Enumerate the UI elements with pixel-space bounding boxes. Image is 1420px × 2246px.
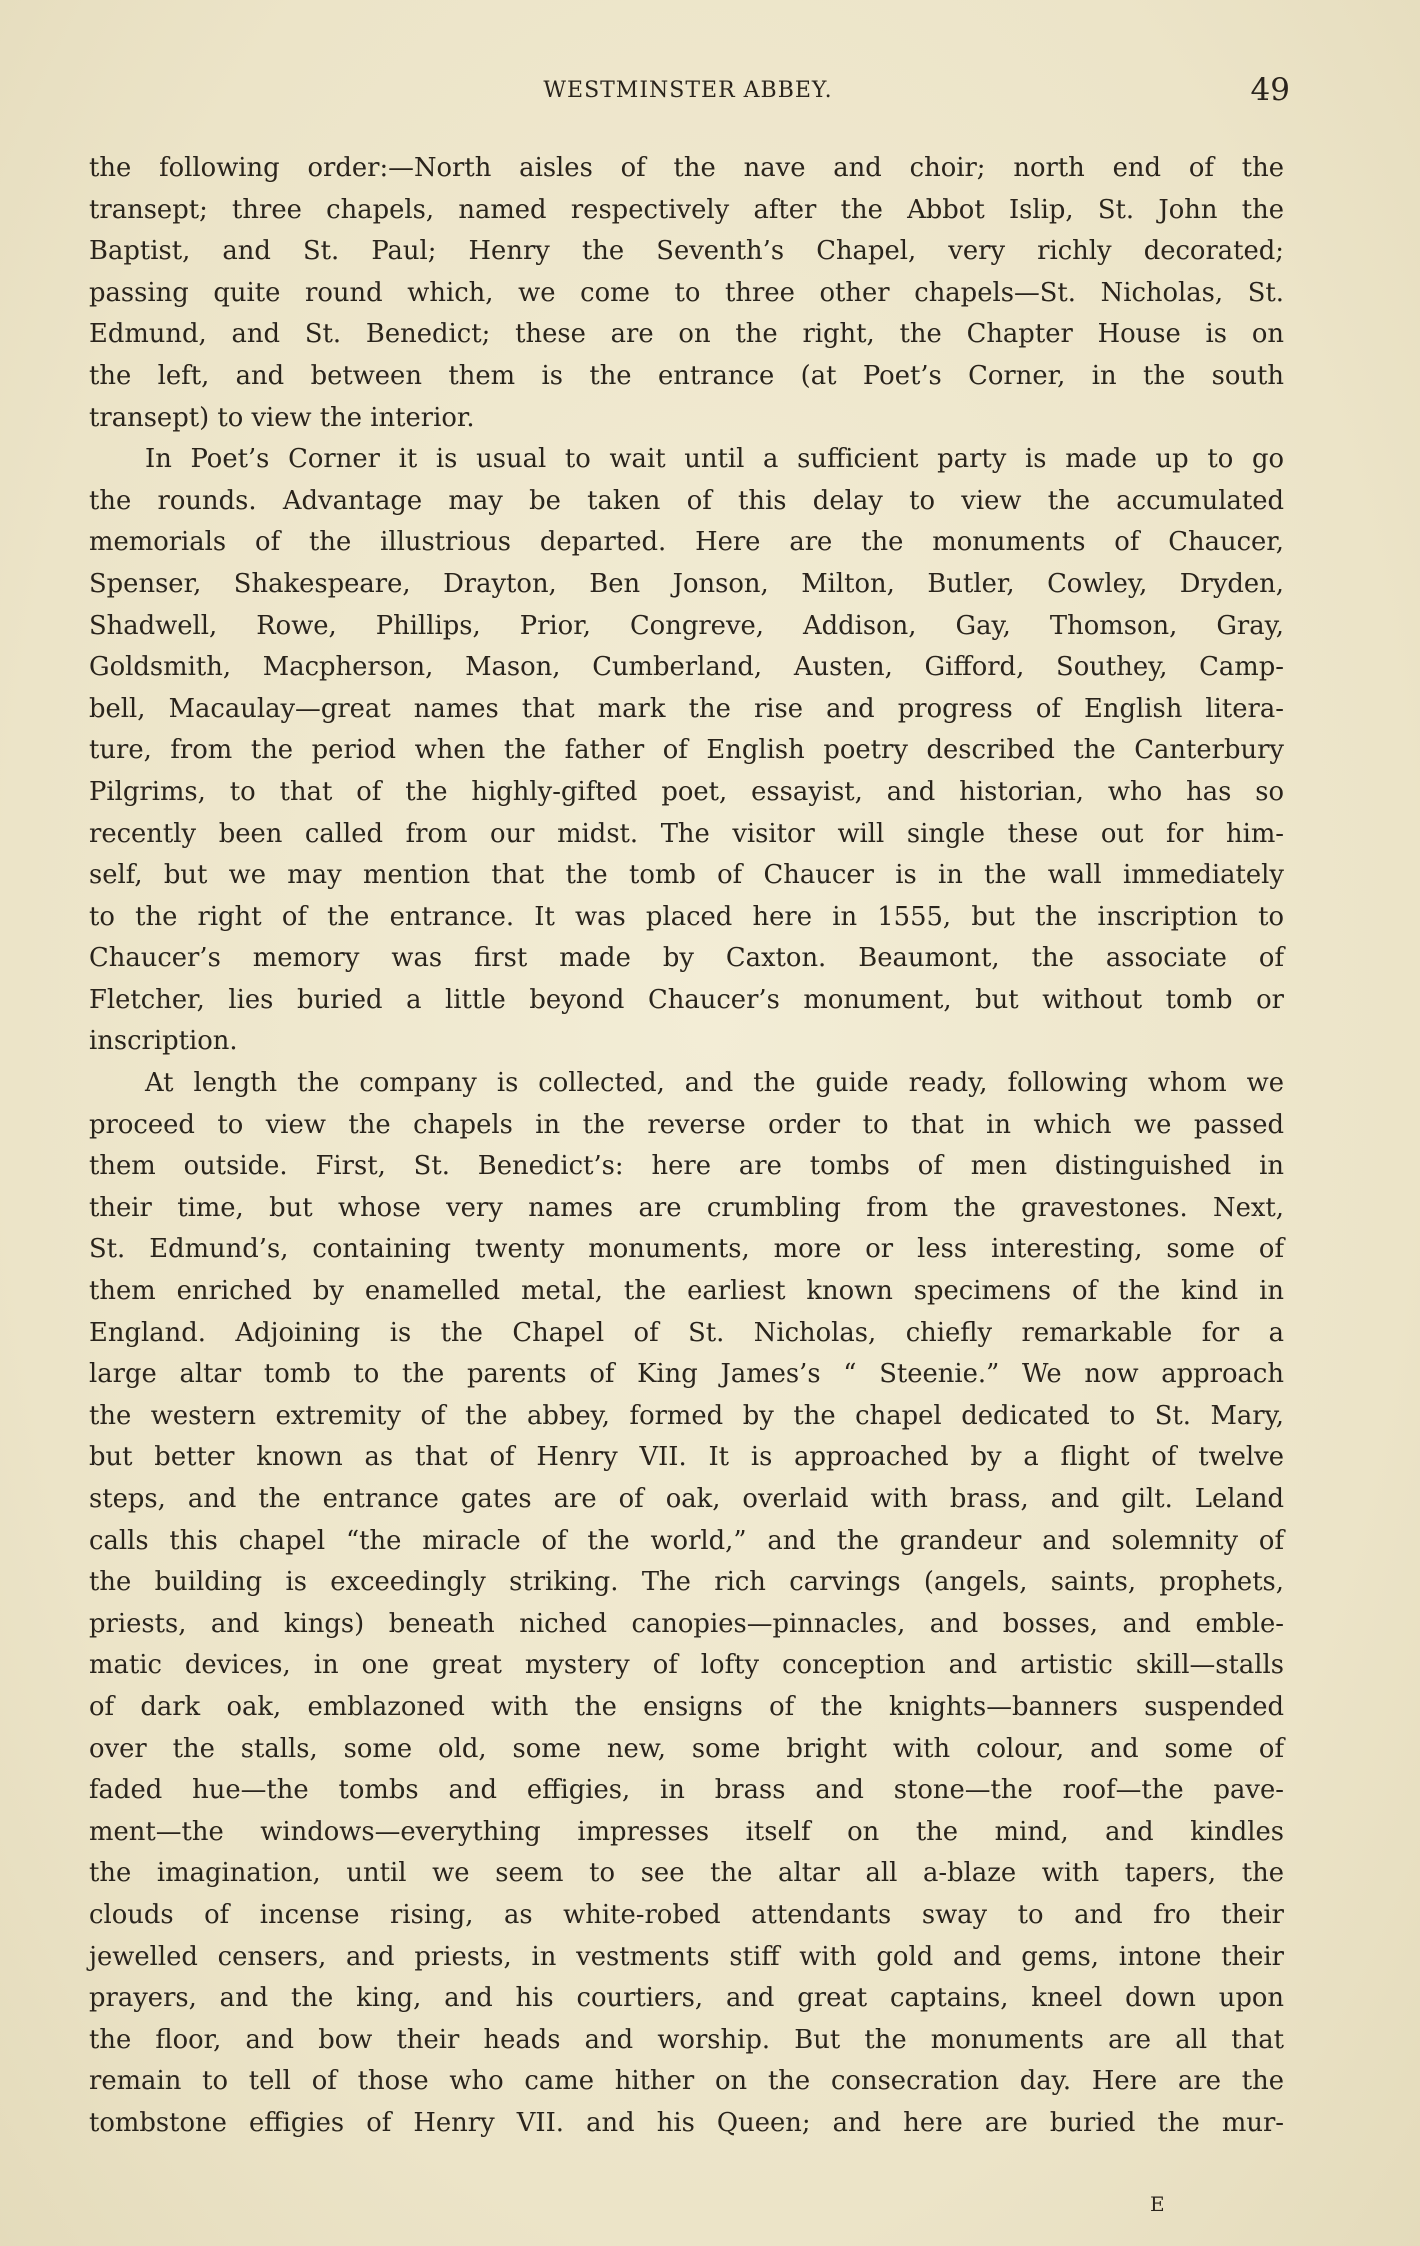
text-line: memorials of the illustrious departed. Here are the monuments of Chaucer, [89, 527, 1284, 558]
text-line: In Poet’s Corner it is usual to wait until a sufficient party is made up to go [145, 444, 1284, 475]
text-line: tombstone effigies of Henry VII. and his Queen; and here are buried the mur- [89, 2107, 1284, 2138]
text-line: jewelled censers, and priests, in vestments stiff with gold and gems, intone their [89, 1941, 1284, 1972]
text-line: the building is exceedingly striking. The rich carvings (angels, saints, prophets, [89, 1567, 1284, 1598]
text-line: Fletcher, lies buried a little beyond Chaucer’s monument, but without tomb or [89, 984, 1284, 1015]
text-line: proceed to view the chapels in the reverse order to that in which we passed [89, 1109, 1284, 1140]
text-line: of dark oak, emblazoned with the ensigns of the knights—banners suspended [89, 1691, 1284, 1722]
text-line: clouds of incense rising, as white-robed attendants sway to and fro their [89, 1899, 1284, 1930]
text-line: Pilgrims, to that of the highly-gifted poet, essayist, and historian, who has so [89, 776, 1284, 807]
signature-mark: E [1150, 2192, 1165, 2216]
text-line: the left, and between them is the entrance (at Poet’s Corner, in the south [89, 360, 1284, 391]
text-line: them enriched by enamelled metal, the earliest known specimens of the kind in [89, 1276, 1284, 1307]
text-line: the imagination, until we seem to see the altar all a-blaze with tapers, the [89, 1858, 1284, 1889]
running-title: WESTMINSTER ABBEY. [543, 78, 833, 103]
text-line: the rounds. Advantage may be taken of this delay to view the accumulated [89, 485, 1284, 516]
text-line: steps, and the entrance gates are of oak, overlaid with brass, and gilt. Leland [89, 1484, 1284, 1514]
text-line: self, but we may mention that the tomb of Chaucer is in the wall immediately [89, 860, 1284, 891]
text-line: the following order:—North aisles of the nave and choir; north end of the [89, 153, 1284, 183]
text-line: Goldsmith, Macpherson, Mason, Cumberland, Austen, Gifford, Southey, Camp- [89, 652, 1284, 683]
text-line: them outside. First, St. Benedict’s: here are tombs of men distinguished in [89, 1151, 1284, 1182]
text-line: large altar tomb to the parents of King James’s “ Steenie.” We now approach [89, 1359, 1284, 1390]
text-line: to the right of the entrance. It was placed here in 1555, but the inscription to [89, 901, 1284, 932]
text-line: Baptist, and St. Paul; Henry the Seventh’s Chapel, very richly decorated; [89, 236, 1284, 267]
text-line: their time, but whose very names are crumbling from the gravestones. Next, [89, 1192, 1284, 1223]
text-line: priests, and kings) beneath niched canopies—pinnacles, and bosses, and emble- [89, 1608, 1284, 1639]
text-line: ture, from the period when the father of English poetry described the Canterbury [89, 735, 1284, 766]
text-line: calls this chapel “the miracle of the world,” and the grandeur and solemnity of [89, 1525, 1284, 1556]
text-line: Spenser, Shakespeare, Drayton, Ben Jonson, Milton, Butler, Cowley, Dryden, [89, 568, 1284, 599]
text-line: faded hue—the tombs and effigies, in brass and stone—the roof—the pave- [89, 1775, 1284, 1806]
page-header [88, 72, 1288, 112]
page-number: 49 [1250, 72, 1290, 108]
text-line: transept; three chapels, named respectively after the Abbot Islip, St. John the [89, 194, 1284, 225]
text-line: transept) to view the interior. [89, 402, 475, 433]
text-line: inscription. [89, 1026, 238, 1057]
body-text [89, 148, 1284, 2145]
text-line: over the stalls, some old, some new, some bright with colour, and some of [89, 1733, 1284, 1764]
text-line: At length the company is collected, and the guide ready, following whom we [145, 1068, 1284, 1099]
text-line: remain to tell of those who came hither on the consecration day. Here are the [89, 2066, 1284, 2097]
text-line: ment—the windows—everything impresses itself on the mind, and kindles [89, 1816, 1284, 1847]
text-line: but better known as that of Henry VII. It is approached by a flight of twelve [89, 1442, 1284, 1473]
text-line: the floor, and bow their heads and worship. But the monuments are all that [89, 2024, 1284, 2055]
text-line: Shadwell, Rowe, Phillips, Prior, Congreve, Addison, Gay, Thomson, Gray, [89, 610, 1284, 641]
text-line: England. Adjoining is the Chapel of St. Nicholas, chiefly remarkable for a [89, 1317, 1284, 1348]
text-line: St. Edmund’s, containing twenty monuments, more or less interesting, some of [89, 1234, 1284, 1265]
text-line: prayers, and the king, and his courtiers, and great captains, kneel down upon [89, 1983, 1284, 2014]
text-line: the western extremity of the abbey, formed by the chapel dedicated to St. Mary, [89, 1400, 1284, 1431]
text-line: bell, Macaulay—great names that mark the rise and progress of English litera- [89, 693, 1284, 724]
text-line: passing quite round which, we come to three other chapels—St. Nicholas, St. [89, 277, 1284, 308]
text-line: Chaucer’s memory was first made by Caxton. Beaumont, the associate of [89, 943, 1284, 974]
text-line: Edmund, and St. Benedict; these are on the right, the Chapter House is on [89, 319, 1284, 350]
text-line: recently been called from our midst. The visitor will single these out for him- [89, 818, 1284, 849]
text-line: matic devices, in one great mystery of lofty conception and artistic skill—stalls [89, 1650, 1284, 1681]
